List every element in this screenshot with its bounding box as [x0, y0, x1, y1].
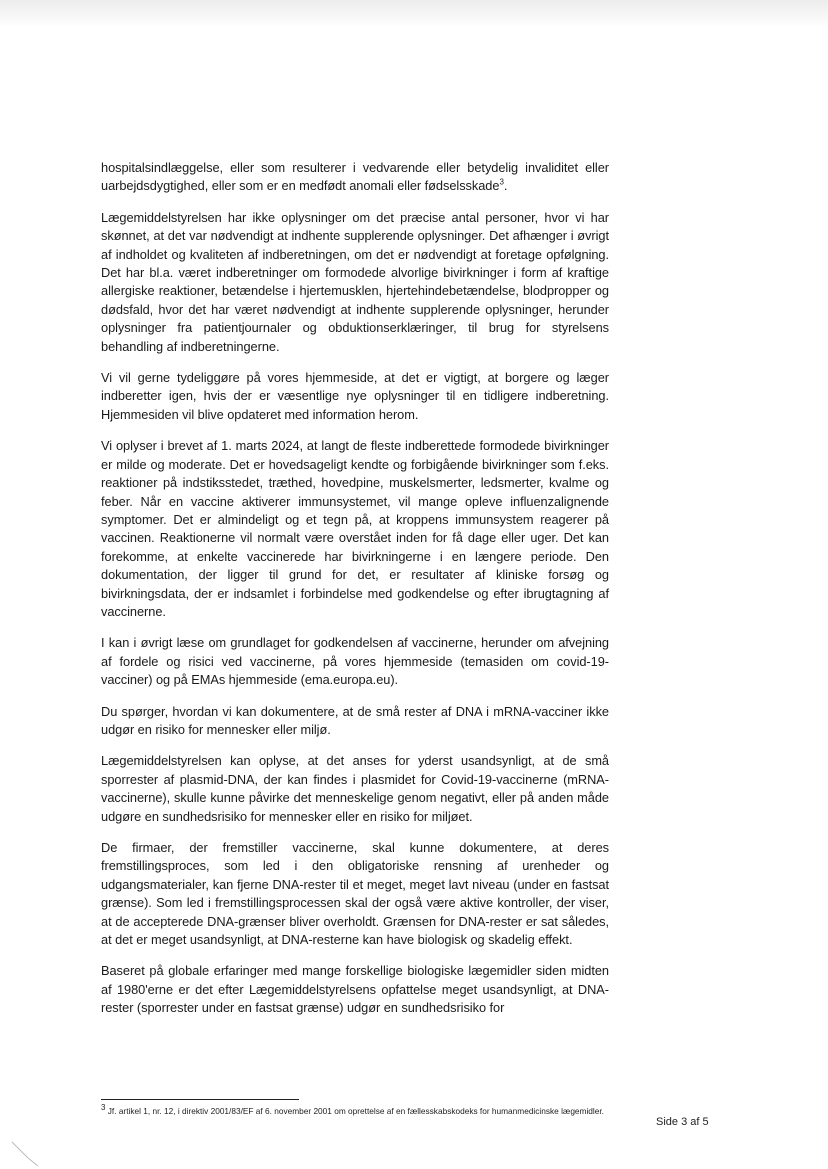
body-text	[101, 159, 609, 1031]
page-corner-mark	[10, 1140, 40, 1168]
footnote-reference[interactable]: 3	[499, 178, 504, 188]
paragraph-2: Lægemiddelstyrelsen har ikke oplysninger om det præcise antal personer, hvor vi har skønnet, at det var nødvendigt at indhente supplerende oplysninger. Det afhænger i øvrigt af indholdet og kvaliteten af indberetningen, om det er nødvendigt at foretage opfølgning. Det har bl.a. været indberetninger om formodede alvorlige bivirkninger i form af kraftige allergiske reaktioner, betændelse i hjertemusklen, hjertehindebetændelse, blodpropper og dødsfald, hvor det har været nødvendigt at indhente supplerende oplysninger, herunder oplysninger fra patientjournaler og obduktionserklæringer, til brug for styrelsens behandling af indberetningerne.	[101, 209, 609, 354]
paragraph-1-tail: .	[503, 178, 508, 194]
paragraph-6: Du spørger, hvordan vi kan dokumentere, at de små rester af DNA i mRNA-vacciner ikke udgør en risiko for mennesker eller miljø.	[101, 703, 609, 737]
footnote-text: Jf. artikel 1, nr. 12, i direktiv 2001/83/EF af 6. november 2001 om oprettelse af en fællesskabskodeks for humanmedicinske lægemidler.	[105, 1106, 604, 1116]
footnote-divider	[101, 1099, 299, 1100]
paragraph-4: Vi oplyser i brevet af 1. marts 2024, at langt de fleste indberettede formodede bivirkninger er milde og moderate. Det er hovedsageligt kendte og forbigående bivirkninger som f.eks. reaktioner på indstiksstedet, træthed, hovedpine, muskelsmerter, ledsmerter, kvalme og feber. Når en vaccine aktiverer immunsystemet, vil mange opleve influenzalignende symptomer. Det er almindeligt og et tegn på, at kroppens immunsystem reagerer på vaccinen. Reaktionerne vil normalt være overstået inden for få dage eller uger. Det kan forekomme, at enkelte vaccinerede har bivirkningerne i en længere periode. Den dokumentation, der ligger til grund for det, er resultater af kliniske forsøg og bivirkningsdata, der er indsamlet i forbindelse med godkendelse og efter ibrugtagning af vaccinerne.	[101, 438, 609, 619]
scan-edge	[0, 0, 828, 28]
paragraph-8: De firmaer, der fremstiller vaccinerne, skal kunne dokumentere, at deres fremstillingsproces, som led i den obligatoriske rensning af urenheder og udgangsmaterialer, kan fjerne DNA-rester til et meget, meget lavt niveau (under en fastsat grænse). Som led i fremstillingsprocessen skal der også være aktive kontroller, der viser, at de accepterede DNA-grænser bliver overholdt. Grænsen for DNA-rester er sat således, at det er meget usandsynligt, at DNA-resterne kan have biologisk og skadelig effekt.	[101, 840, 609, 948]
paragraph-3: Vi vil gerne tydeliggøre på vores hjemmeside, at det er vigtigt, at borgere og læger indberetter igen, hvis der er væsentlige nye oplysninger til en tidligere indberetning. Hjemmesiden vil blive opdateret med information herom.	[101, 370, 609, 422]
paragraph-1	[101, 159, 609, 196]
footnote	[101, 1105, 621, 1118]
footnote-marker: 3	[101, 1103, 106, 1113]
paragraph-7: Lægemiddelstyrelsen kan oplyse, at det anses for yderst usandsynligt, at de små sporrester af plasmid-DNA, der kan findes i plasmidet for Covid-19-vaccinerne (mRNA-vaccinerne), skulle kunne påvirke det menneskelige genom negativt, eller på anden måde udgøre en sundhedsrisiko for mennesker eller en risiko for miljøet.	[101, 753, 609, 824]
paragraph-5: I kan i øvrigt læse om grundlaget for godkendelsen af vaccinerne, herunder om afvejning af fordele og risici ved vaccinerne, på vores hjemmeside (temasiden om covid-19-vacciner) og på EMAs hjemmeside (ema.europa.eu).	[101, 635, 609, 688]
paragraph-9: Baseret på globale erfaringer med mange forskellige biologiske lægemidler siden midten af 1980'erne er det efter Lægemiddelstyrelsens opfattelse meget usandsynligt, at DNA-rester (sporrester under en fastsat grænse) udgør en sundhedsrisiko for	[101, 963, 609, 1016]
paragraph-1-text: hospitalsindlæggelse, eller som resulterer i vedvarende eller betydelig invaliditet eller uarbejdsdygtighed, eller som er en medfødt anomali eller fødselsskade	[101, 160, 609, 194]
page-number: Side 3 af 5	[656, 1116, 709, 1128]
